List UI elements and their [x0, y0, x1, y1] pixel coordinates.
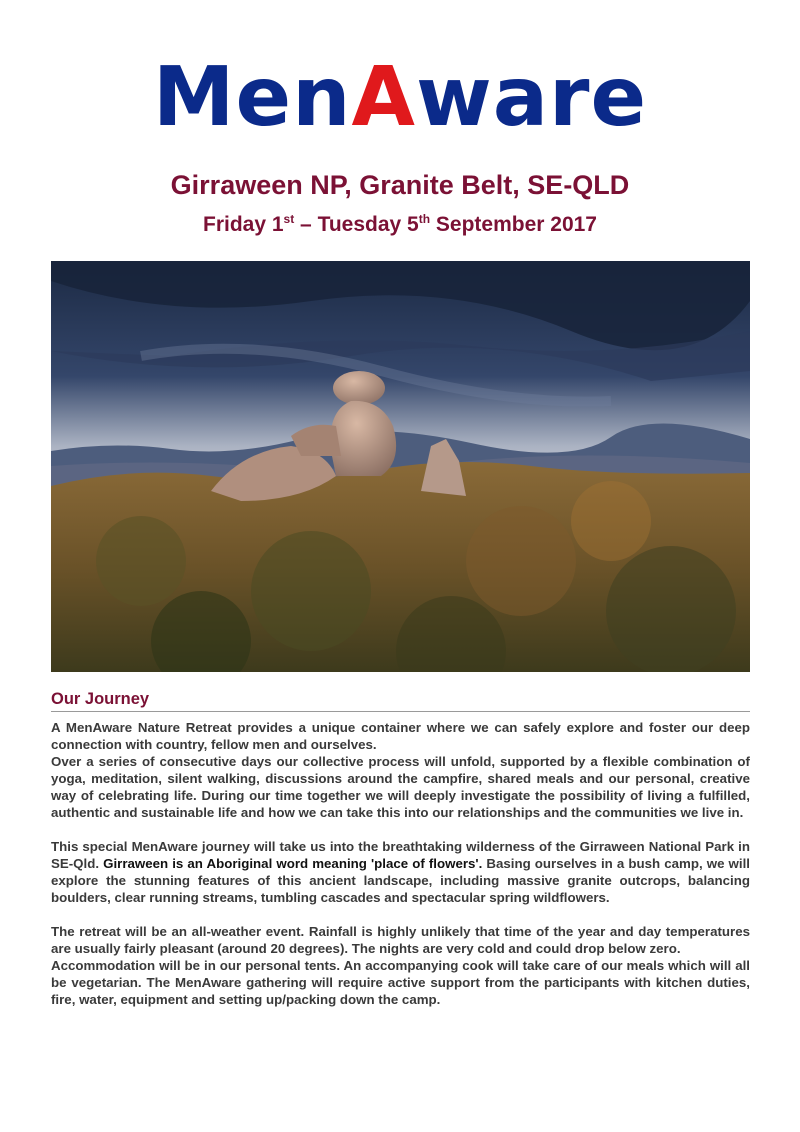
paragraph-girraween-end: Basing ourselves in a bush camp, we will explore the stunning features of this ancient landscape, including massive granite outcrops, balancing boulders, clear running streams, tumbling cascades and spectacular spring wildflowers. — [51, 856, 750, 905]
date-start-suffix: st — [283, 212, 295, 226]
logo-text-men: Men — [152, 50, 352, 145]
landscape-photo-icon — [51, 261, 750, 672]
paragraph-weather: The retreat will be an all-weather event. Rainfall is highly unlikely that time of the year and day temperatures are usually fairly pleasant (around 20 degrees). The nights are very cold and could drop below zero. — [51, 924, 750, 956]
paragraph-girraween — [51, 838, 750, 906]
logo-text-accent: A — [351, 50, 416, 145]
date-start: Friday 1 — [203, 213, 284, 236]
paragraph-intro: A MenAware Nature Retreat provides a unique container where we can safely explore and foster our deep connection with country, fellow men and ourselves. — [51, 720, 750, 752]
paragraph-girraween-start: This special MenAware journey will take us into the breathtaking wilderness of the Girraween National Park in SE-Qld. — [51, 839, 750, 871]
paragraph-process: Over a series of consecutive days our collective process will unfold, supported by a flexible combination of yoga, meditation, silent walking, discussions around the campfire, shared meals and our personal, creative way of celebrating life. During our time together we will deeply investigate the possibility of living a fulfilled, authentic and sustainable life and how we can take this into our relationships and the communities we live in. — [51, 754, 750, 820]
date-end: – Tuesday 5 — [294, 213, 419, 236]
journey-body — [51, 719, 750, 1008]
date-end-suffix: th — [418, 212, 431, 226]
page-title: Girraween NP, Granite Belt, SE-QLD — [170, 170, 630, 200]
event-dates — [0, 212, 800, 237]
section-heading-our-journey: Our Journey — [51, 690, 750, 712]
girraween-meaning-highlight: Girraween is an Aboriginal word meaning 'place of flowers'. — [103, 856, 483, 871]
menaware-logo — [0, 50, 800, 146]
date-month-year: September 2017 — [430, 213, 597, 236]
logo-text-ware: ware — [415, 50, 648, 145]
paragraph-accommodation: Accommodation will be in our personal tents. An accompanying cook will take care of our meals which will all be vegetarian. The MenAware gathering will require active support from the participants with kitchen duties, fire, water, equipment and setting up/packing down the camp. — [51, 958, 750, 1007]
